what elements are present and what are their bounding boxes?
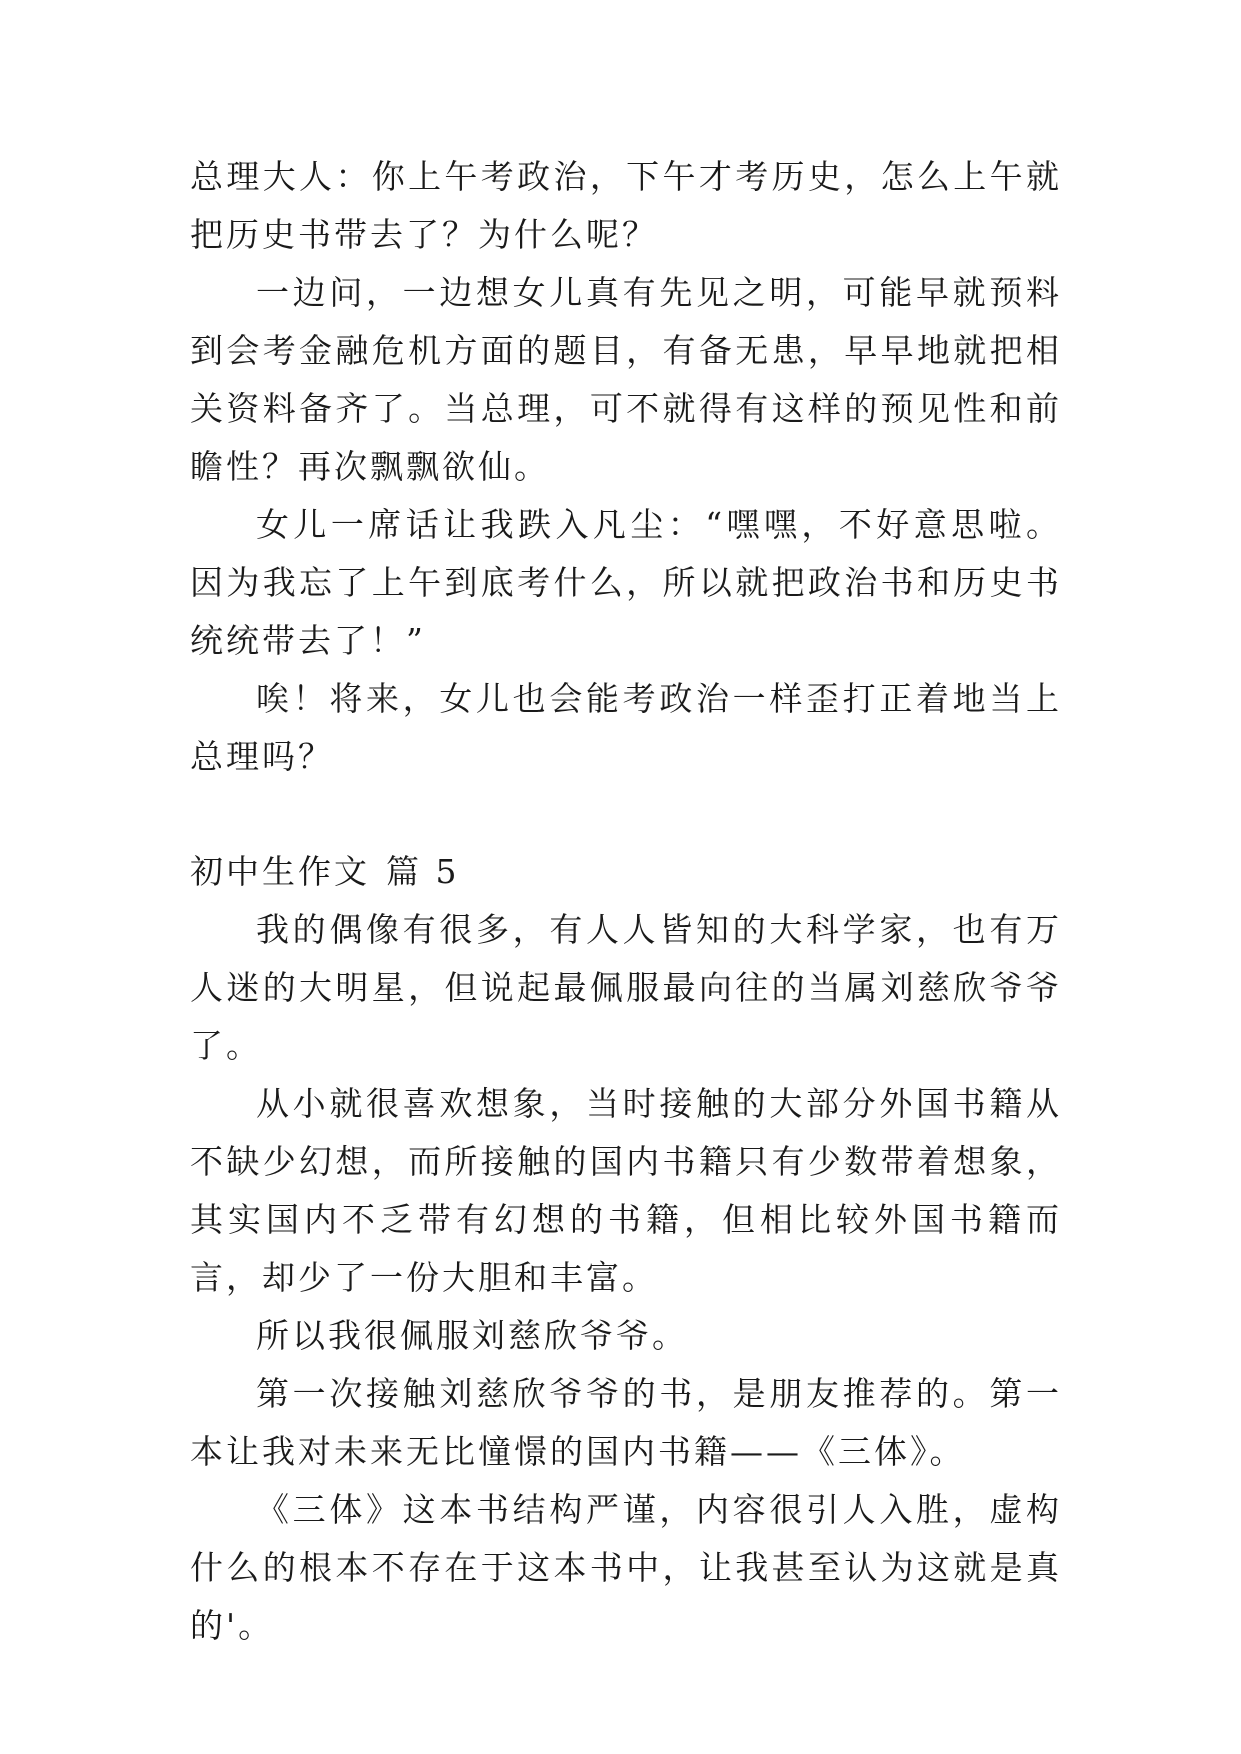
paragraph-imagination: 从小就很喜欢想象，当时接触的大部分外国书籍从不缺少幻想，而所接触的国内书籍只有少数带着想象，其实国内不乏带有幻想的书籍，但相比较外国书籍而言，却少了一份大胆和丰富。 bbox=[190, 1084, 1062, 1297]
paragraph-first-contact: 第一次接触刘慈欣爷爷的书，是朋友推荐的。第一本让我对未来无比憧憬的国内书籍——《三体》。 bbox=[190, 1374, 1062, 1471]
section-number: 篇 5 bbox=[386, 852, 460, 891]
paragraph-question: 总理大人：你上午考政治，下午才考历史，怎么上午就把历史书带去了？为什么呢？ bbox=[190, 157, 1062, 254]
document-body bbox=[190, 148, 1062, 1655]
section-heading bbox=[190, 843, 1062, 901]
paragraph-foresight: 一边问，一边想女儿真有先见之明，可能早就预料到会考金融危机方面的题目，有备无患，早早地就把相关资料备齐了。当总理，可不就得有这样的预见性和前瞻性？再次飘飘欲仙。 bbox=[190, 273, 1062, 486]
section-title: 初中生作文 bbox=[190, 852, 370, 891]
paragraph-three-body: 《三体》这本书结构严谨，内容很引人入胜，虚构什么的根本不存在于这本书中，让我甚至认为这就是真的'。 bbox=[190, 1490, 1062, 1645]
paragraph-sigh: 唉！将来，女儿也会能考政治一样歪打正着地当上总理吗？ bbox=[190, 679, 1062, 776]
paragraph-daughter-reply: 女儿一席话让我跌入凡尘：“嘿嘿，不好意思啦。因为我忘了上午到底考什么，所以就把政治书和历史书统统带去了！” bbox=[190, 505, 1062, 660]
paragraph-idols: 我的偶像有很多，有人人皆知的大科学家，也有万人迷的大明星，但说起最佩服最向往的当属刘慈欣爷爷了。 bbox=[190, 910, 1062, 1065]
paragraph-admiration: 所以我很佩服刘慈欣爷爷。 bbox=[256, 1316, 688, 1355]
